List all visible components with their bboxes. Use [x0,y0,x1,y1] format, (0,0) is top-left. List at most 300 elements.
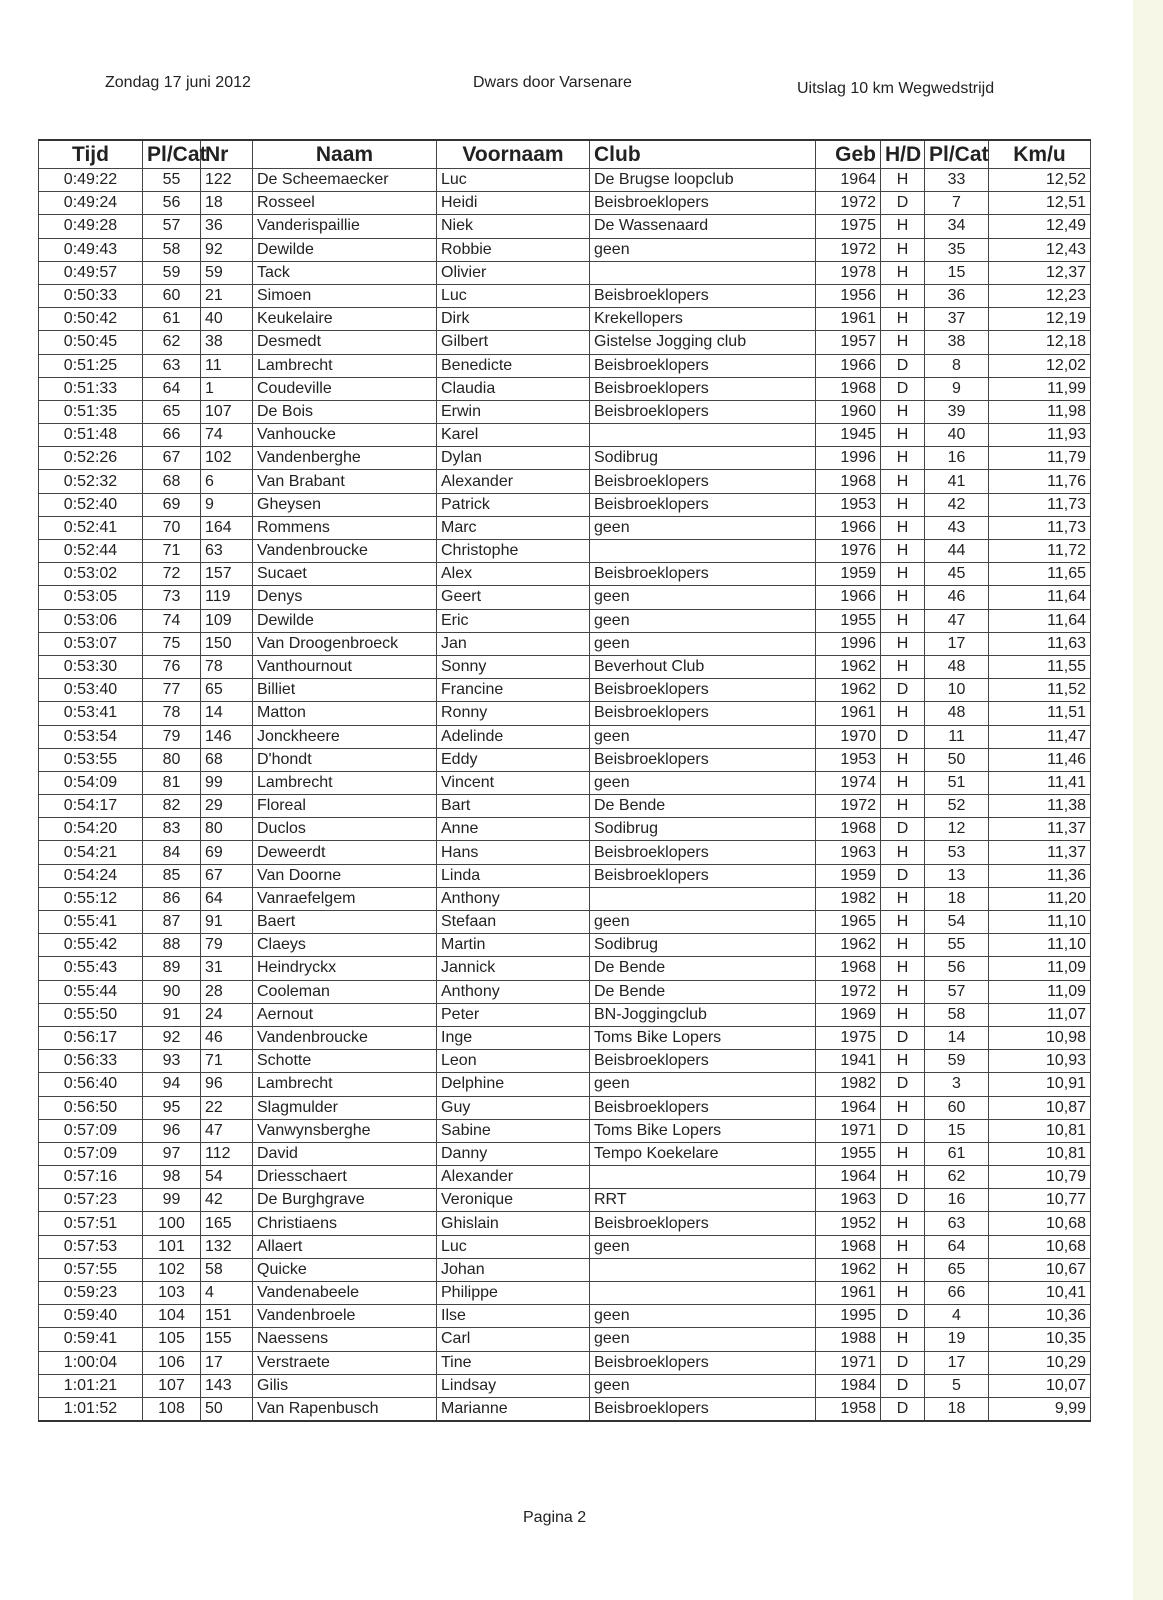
cell-cat-place: 65 [143,400,201,423]
cell-time: 0:53:30 [39,655,143,678]
cell-last-name: Deweerdt [253,841,437,864]
cell-cat-place: 69 [143,493,201,516]
cell-bib-number: 80 [201,818,253,841]
cell-gender: D [881,818,925,841]
cell-club [590,1166,816,1189]
cell-cat-place: 61 [143,308,201,331]
cell-last-name: Cooleman [253,980,437,1003]
cell-bib-number: 38 [201,331,253,354]
cell-cat-place: 63 [143,354,201,377]
cell-gender: H [881,632,925,655]
cell-speed: 12,18 [989,331,1091,354]
cell-gender: H [881,771,925,794]
cell-last-name: De Scheemaecker [253,169,437,192]
cell-speed: 11,37 [989,818,1091,841]
cell-bib-number: 11 [201,354,253,377]
cell-first-name: Niek [437,215,590,238]
cell-first-name: Adelinde [437,725,590,748]
cell-speed: 12,37 [989,261,1091,284]
cell-gender-place: 41 [925,470,989,493]
table-row [39,1189,1091,1212]
cell-cat-place: 97 [143,1142,201,1165]
cell-cat-place: 108 [143,1397,201,1421]
cell-birth-year: 1953 [816,493,881,516]
table-row [39,284,1091,307]
cell-club: Sodibrug [590,447,816,470]
cell-gender: H [881,424,925,447]
cell-cat-place: 71 [143,540,201,563]
cell-speed: 11,65 [989,563,1091,586]
cell-birth-year: 1968 [816,470,881,493]
table-row [39,818,1091,841]
cell-bib-number: 109 [201,609,253,632]
cell-time: 0:57:53 [39,1235,143,1258]
cell-birth-year: 1962 [816,679,881,702]
cell-gender: H [881,493,925,516]
cell-last-name: Quicke [253,1258,437,1281]
cell-gender: H [881,1258,925,1281]
cell-gender-place: 48 [925,702,989,725]
cell-cat-place: 85 [143,864,201,887]
cell-speed: 11,37 [989,841,1091,864]
cell-gender: H [881,284,925,307]
cell-first-name: Luc [437,284,590,307]
cell-cat-place: 72 [143,563,201,586]
cell-last-name: Dewilde [253,609,437,632]
cell-gender-place: 66 [925,1282,989,1305]
cell-gender: H [881,1212,925,1235]
cell-bib-number: 150 [201,632,253,655]
cell-time: 0:56:17 [39,1026,143,1049]
cell-first-name: Stefaan [437,911,590,934]
cell-last-name: Aernout [253,1003,437,1026]
cell-first-name: Olivier [437,261,590,284]
cell-gender-place: 8 [925,354,989,377]
cell-club: Beisbroeklopers [590,702,816,725]
cell-cat-place: 56 [143,192,201,215]
cell-bib-number: 18 [201,192,253,215]
cell-gender: D [881,1026,925,1049]
table-row [39,516,1091,539]
cell-cat-place: 107 [143,1374,201,1397]
cell-cat-place: 105 [143,1328,201,1351]
table-row [39,192,1091,215]
cell-cat-place: 92 [143,1026,201,1049]
cell-gender-place: 51 [925,771,989,794]
cell-cat-place: 95 [143,1096,201,1119]
results-table [38,139,1091,1422]
cell-birth-year: 1959 [816,864,881,887]
table-row [39,447,1091,470]
cell-last-name: Vandenberghe [253,447,437,470]
cell-bib-number: 79 [201,934,253,957]
cell-club [590,1282,816,1305]
table-header-row [39,140,1091,169]
table-row [39,911,1091,934]
cell-birth-year: 1982 [816,1073,881,1096]
table-row [39,1119,1091,1142]
cell-speed: 10,29 [989,1351,1091,1374]
cell-club: De Bende [590,957,816,980]
cell-speed: 11,38 [989,795,1091,818]
cell-first-name: Jan [437,632,590,655]
cell-bib-number: 157 [201,563,253,586]
cell-club: Tempo Koekelare [590,1142,816,1165]
cell-gender: D [881,725,925,748]
cell-first-name: Marc [437,516,590,539]
table-body [39,169,1091,1422]
cell-first-name: Heidi [437,192,590,215]
cell-club: geen [590,632,816,655]
cell-bib-number: 107 [201,400,253,423]
cell-time: 0:53:07 [39,632,143,655]
cell-first-name: Anthony [437,887,590,910]
cell-birth-year: 1975 [816,1026,881,1049]
cell-first-name: Anne [437,818,590,841]
cell-first-name: Ilse [437,1305,590,1328]
cell-club: Gistelse Jogging club [590,331,816,354]
cell-gender-place: 12 [925,818,989,841]
cell-last-name: Vandenbroucke [253,540,437,563]
cell-time: 0:52:40 [39,493,143,516]
table-row [39,308,1091,331]
cell-first-name: Sonny [437,655,590,678]
cell-bib-number: 22 [201,1096,253,1119]
cell-time: 1:01:52 [39,1397,143,1421]
table-row [39,1305,1091,1328]
cell-speed: 11,72 [989,540,1091,563]
column-header-speed: Km/u [989,140,1091,169]
cell-last-name: Matton [253,702,437,725]
cell-bib-number: 29 [201,795,253,818]
cell-birth-year: 1962 [816,655,881,678]
cell-time: 0:55:12 [39,887,143,910]
column-header-gender-place: Pl/Cat [925,140,989,169]
cell-cat-place: 58 [143,238,201,261]
cell-last-name: Van Rapenbusch [253,1397,437,1421]
cell-gender-place: 56 [925,957,989,980]
cell-last-name: Vandenbroucke [253,1026,437,1049]
cell-birth-year: 1961 [816,308,881,331]
cell-club: Sodibrug [590,818,816,841]
cell-gender: H [881,1096,925,1119]
cell-speed: 10,41 [989,1282,1091,1305]
cell-first-name: Sabine [437,1119,590,1142]
cell-first-name: Ghislain [437,1212,590,1235]
cell-bib-number: 21 [201,284,253,307]
cell-club: geen [590,911,816,934]
cell-first-name: Anthony [437,980,590,1003]
page-header [0,74,1163,98]
cell-bib-number: 65 [201,679,253,702]
cell-gender: D [881,1351,925,1374]
cell-time: 0:55:44 [39,980,143,1003]
cell-birth-year: 1964 [816,169,881,192]
table-row [39,1258,1091,1281]
cell-first-name: Karel [437,424,590,447]
cell-first-name: Erwin [437,400,590,423]
table-row [39,1235,1091,1258]
cell-gender: H [881,702,925,725]
cell-club: Beisbroeklopers [590,377,816,400]
cell-gender-place: 59 [925,1050,989,1073]
cell-bib-number: 6 [201,470,253,493]
cell-cat-place: 60 [143,284,201,307]
table-row [39,1282,1091,1305]
cell-gender-place: 40 [925,424,989,447]
cell-gender: D [881,679,925,702]
cell-speed: 10,67 [989,1258,1091,1281]
cell-birth-year: 1953 [816,748,881,771]
cell-birth-year: 1945 [816,424,881,447]
table-row [39,655,1091,678]
cell-speed: 10,91 [989,1073,1091,1096]
cell-speed: 11,79 [989,447,1091,470]
cell-last-name: Keukelaire [253,308,437,331]
cell-birth-year: 1961 [816,1282,881,1305]
cell-time: 0:57:23 [39,1189,143,1212]
cell-time: 0:52:41 [39,516,143,539]
cell-time: 0:51:33 [39,377,143,400]
cell-bib-number: 132 [201,1235,253,1258]
cell-gender-place: 38 [925,331,989,354]
cell-gender: H [881,215,925,238]
cell-gender-place: 15 [925,1119,989,1142]
cell-first-name: Luc [437,169,590,192]
table-row [39,702,1091,725]
cell-gender: D [881,1119,925,1142]
cell-gender: H [881,1235,925,1258]
cell-birth-year: 1966 [816,354,881,377]
cell-gender-place: 62 [925,1166,989,1189]
cell-bib-number: 1 [201,377,253,400]
cell-birth-year: 1952 [816,1212,881,1235]
cell-bib-number: 28 [201,980,253,1003]
cell-first-name: Francine [437,679,590,702]
cell-first-name: Alexander [437,470,590,493]
cell-speed: 12,19 [989,308,1091,331]
cell-bib-number: 143 [201,1374,253,1397]
table-row [39,1142,1091,1165]
cell-time: 0:54:09 [39,771,143,794]
cell-cat-place: 100 [143,1212,201,1235]
cell-bib-number: 47 [201,1119,253,1142]
cell-gender: H [881,470,925,493]
cell-last-name: Vanwynsberghe [253,1119,437,1142]
table-row [39,540,1091,563]
cell-bib-number: 165 [201,1212,253,1235]
cell-gender-place: 47 [925,609,989,632]
cell-first-name: Carl [437,1328,590,1351]
cell-first-name: Luc [437,1235,590,1258]
cell-speed: 11,51 [989,702,1091,725]
cell-speed: 10,93 [989,1050,1091,1073]
cell-gender: H [881,516,925,539]
cell-birth-year: 1968 [816,957,881,980]
cell-time: 0:54:17 [39,795,143,818]
table-row [39,1073,1091,1096]
cell-bib-number: 36 [201,215,253,238]
cell-gender-place: 3 [925,1073,989,1096]
cell-time: 0:54:24 [39,864,143,887]
cell-birth-year: 1962 [816,934,881,957]
cell-club: Beisbroeklopers [590,841,816,864]
cell-cat-place: 84 [143,841,201,864]
cell-gender: H [881,795,925,818]
cell-birth-year: 1972 [816,980,881,1003]
table-row [39,1374,1091,1397]
cell-time: 0:59:23 [39,1282,143,1305]
cell-club: geen [590,1073,816,1096]
cell-gender-place: 48 [925,655,989,678]
table-row [39,957,1091,980]
cell-last-name: Desmedt [253,331,437,354]
table-row [39,841,1091,864]
cell-last-name: Lambrecht [253,771,437,794]
cell-gender-place: 44 [925,540,989,563]
cell-bib-number: 122 [201,169,253,192]
table-row [39,238,1091,261]
cell-time: 0:49:24 [39,192,143,215]
cell-cat-place: 90 [143,980,201,1003]
cell-last-name: Gilis [253,1374,437,1397]
cell-time: 0:57:55 [39,1258,143,1281]
cell-speed: 11,64 [989,609,1091,632]
event-date: Zondag 17 juni 2012 [105,74,251,91]
cell-speed: 11,52 [989,679,1091,702]
cell-club: De Bende [590,795,816,818]
cell-gender: H [881,563,925,586]
cell-last-name: Van Droogenbroeck [253,632,437,655]
cell-club: Beisbroeklopers [590,192,816,215]
cell-gender-place: 11 [925,725,989,748]
cell-speed: 11,73 [989,493,1091,516]
cell-first-name: Patrick [437,493,590,516]
cell-birth-year: 1961 [816,702,881,725]
cell-time: 0:56:40 [39,1073,143,1096]
cell-gender: H [881,169,925,192]
cell-club: Beisbroeklopers [590,1212,816,1235]
cell-time: 0:57:09 [39,1142,143,1165]
cell-first-name: Peter [437,1003,590,1026]
cell-club: geen [590,1374,816,1397]
cell-last-name: Naessens [253,1328,437,1351]
cell-last-name: Tack [253,261,437,284]
cell-cat-place: 91 [143,1003,201,1026]
cell-first-name: Vincent [437,771,590,794]
cell-gender: D [881,1305,925,1328]
cell-club: geen [590,609,816,632]
cell-time: 0:51:48 [39,424,143,447]
column-header-bib-number: Nr [201,140,253,169]
cell-speed: 11,63 [989,632,1091,655]
table-row [39,1050,1091,1073]
cell-speed: 12,43 [989,238,1091,261]
table-row [39,424,1091,447]
cell-speed: 10,79 [989,1166,1091,1189]
cell-birth-year: 1974 [816,771,881,794]
cell-cat-place: 67 [143,447,201,470]
cell-last-name: David [253,1142,437,1165]
table-row [39,215,1091,238]
cell-last-name: Christiaens [253,1212,437,1235]
cell-first-name: Leon [437,1050,590,1073]
cell-gender-place: 58 [925,1003,989,1026]
cell-last-name: Duclos [253,818,437,841]
cell-gender: H [881,980,925,1003]
cell-gender: H [881,540,925,563]
table-row [39,795,1091,818]
cell-last-name: Heindryckx [253,957,437,980]
cell-gender-place: 34 [925,215,989,238]
cell-gender-place: 17 [925,632,989,655]
cell-speed: 10,81 [989,1119,1091,1142]
cell-cat-place: 57 [143,215,201,238]
column-header-gender: H/D [881,140,925,169]
cell-gender-place: 52 [925,795,989,818]
cell-last-name: Vandenabeele [253,1282,437,1305]
cell-speed: 11,47 [989,725,1091,748]
cell-birth-year: 1960 [816,400,881,423]
cell-birth-year: 1963 [816,841,881,864]
cell-cat-place: 73 [143,586,201,609]
cell-birth-year: 1988 [816,1328,881,1351]
cell-bib-number: 71 [201,1050,253,1073]
column-header-cat-place: Pl/Cat [143,140,201,169]
cell-last-name: Jonckheere [253,725,437,748]
cell-first-name: Inge [437,1026,590,1049]
cell-speed: 10,98 [989,1026,1091,1049]
cell-gender: H [881,609,925,632]
cell-gender: H [881,934,925,957]
cell-birth-year: 1995 [816,1305,881,1328]
cell-cat-place: 102 [143,1258,201,1281]
cell-time: 0:56:50 [39,1096,143,1119]
cell-club [590,1258,816,1281]
cell-speed: 10,68 [989,1235,1091,1258]
cell-gender-place: 57 [925,980,989,1003]
cell-gender-place: 46 [925,586,989,609]
table-row [39,261,1091,284]
cell-bib-number: 96 [201,1073,253,1096]
cell-gender-place: 65 [925,1258,989,1281]
cell-bib-number: 155 [201,1328,253,1351]
cell-gender-place: 14 [925,1026,989,1049]
cell-first-name: Alex [437,563,590,586]
cell-gender: H [881,447,925,470]
cell-cat-place: 74 [143,609,201,632]
cell-time: 0:53:55 [39,748,143,771]
cell-bib-number: 64 [201,887,253,910]
cell-first-name: Hans [437,841,590,864]
cell-speed: 11,76 [989,470,1091,493]
cell-speed: 10,35 [989,1328,1091,1351]
cell-cat-place: 99 [143,1189,201,1212]
table-row [39,586,1091,609]
cell-bib-number: 112 [201,1142,253,1165]
cell-last-name: Baert [253,911,437,934]
cell-gender: D [881,1397,925,1421]
cell-speed: 12,49 [989,215,1091,238]
cell-cat-place: 104 [143,1305,201,1328]
cell-bib-number: 102 [201,447,253,470]
cell-time: 0:55:42 [39,934,143,957]
cell-gender-place: 5 [925,1374,989,1397]
cell-club: Beisbroeklopers [590,1397,816,1421]
cell-cat-place: 89 [143,957,201,980]
cell-last-name: De Bois [253,400,437,423]
cell-speed: 11,10 [989,934,1091,957]
